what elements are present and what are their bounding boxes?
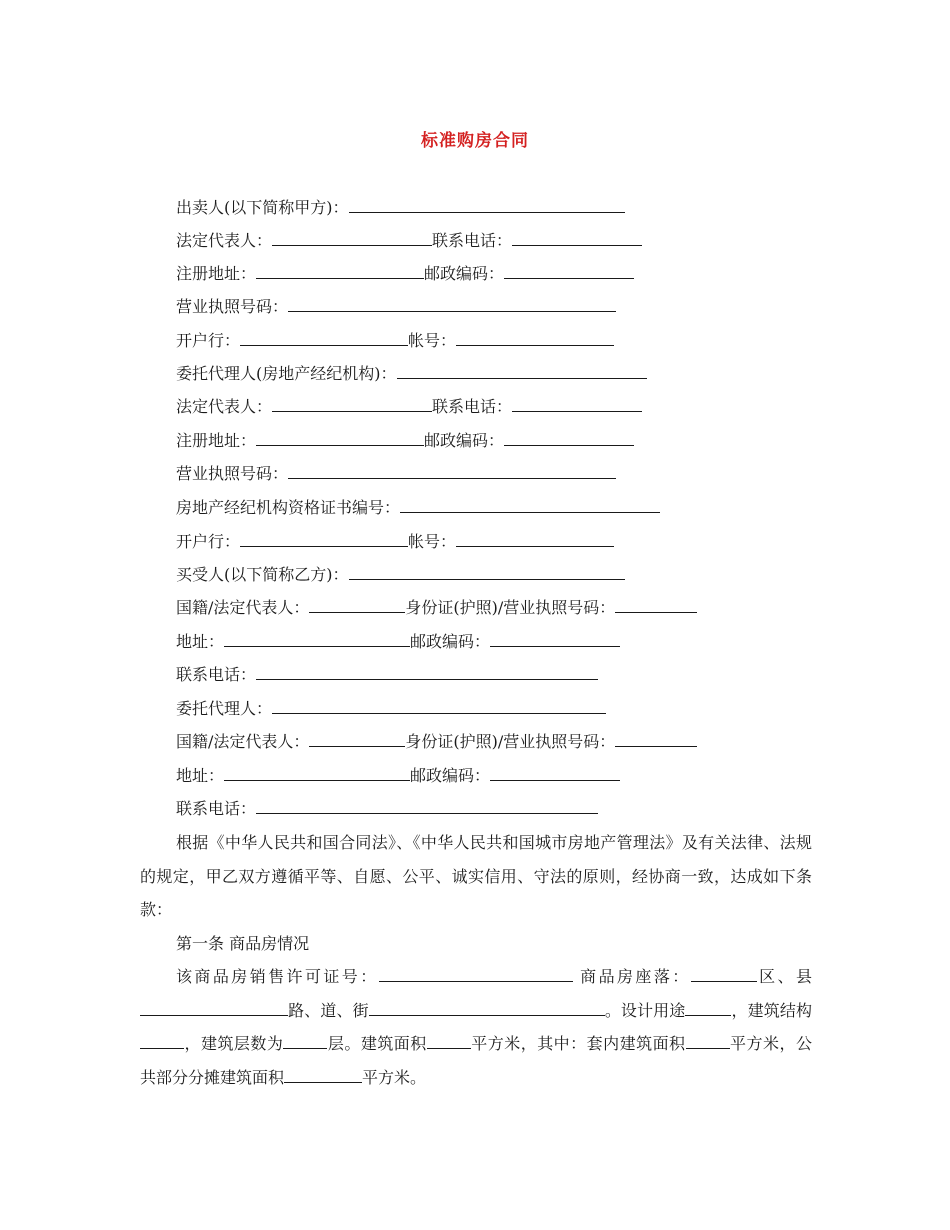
article1-heading: 第一条 商品房情况 (176, 933, 310, 953)
buyer-address-blank[interactable] (224, 632, 410, 647)
preamble-block (140, 826, 812, 1094)
agent-org-cert-blank[interactable] (400, 498, 660, 513)
buyer-agent-address-label: 地址： (176, 766, 225, 785)
agent-org-heading-line (176, 364, 647, 384)
seller-reg-address-blank[interactable] (256, 264, 424, 279)
article1-text-7: ，建筑层数为 (184, 1034, 284, 1053)
buyer-agent-phone-line (176, 799, 598, 819)
seller-account-blank[interactable] (456, 331, 614, 346)
article1-text-8: 层。建筑面积 (327, 1034, 427, 1053)
agent-org-postcode-label: 邮政编码： (424, 431, 505, 450)
buyer-postcode-label: 邮政编码： (410, 632, 491, 651)
agent-org-phone-label: 联系电话： (432, 397, 513, 416)
seller-address-line (176, 264, 634, 284)
buyer-agent-name-blank[interactable] (272, 699, 606, 714)
seller-account-label: 帐号： (408, 331, 457, 350)
inner-area-blank[interactable] (686, 1034, 730, 1049)
seller-license-line (176, 297, 616, 317)
seller-legal-rep-line (176, 231, 642, 251)
article1-text-5: 。设计用途 (604, 1000, 686, 1020)
article1-text-2: 商品房座落： (572, 967, 691, 986)
seller-bank-line (176, 331, 614, 351)
buyer-agent-postcode-blank[interactable] (490, 766, 620, 781)
article1-text-11: 平方米。 (362, 1067, 427, 1087)
agent-org-license-line (176, 464, 616, 484)
agent-org-heading: 委托代理人(房地产经纪机构)： (176, 364, 397, 383)
seller-postcode-label: 邮政编码： (424, 264, 505, 283)
floor-count-blank[interactable] (283, 1034, 327, 1049)
agent-org-cert-label: 房地产经纪机构资格证书编号： (176, 498, 401, 517)
agent-org-account-blank[interactable] (456, 532, 614, 547)
location-road-blank[interactable] (369, 1001, 605, 1016)
seller-license-blank[interactable] (288, 297, 616, 312)
agent-org-address-line (176, 431, 634, 451)
agent-org-cert-line (176, 498, 660, 518)
seller-phone-label: 联系电话： (432, 231, 513, 250)
agent-org-legal-rep-label: 法定代表人： (176, 397, 273, 416)
buyer-nationality-label: 国籍/法定代表人： (176, 598, 310, 617)
article1-text-9: 平方米，其中：套内建筑面积 (470, 1034, 686, 1053)
seller-bank-label: 开户行： (176, 331, 241, 350)
location-county-blank[interactable] (140, 1001, 288, 1016)
preamble-paragraph: 根据《中华人民共和国合同法》、《中华人民共和国城市房地产管理法》及有关法律、法规的规定，甲乙双方遵循平等、自愿、公平、诚实信用、守法的原则，经协商一致，达成如下条款： (140, 833, 812, 919)
building-area-blank[interactable] (427, 1034, 471, 1049)
building-structure-blank[interactable] (140, 1034, 184, 1049)
agent-org-name-blank[interactable] (397, 364, 647, 379)
sale-permit-blank[interactable] (379, 967, 573, 982)
seller-heading-line (176, 198, 625, 218)
agent-org-bank-blank[interactable] (240, 532, 408, 547)
buyer-phone-label: 联系电话： (176, 665, 257, 684)
agent-org-license-blank[interactable] (288, 464, 616, 479)
buyer-agent-phone-blank[interactable] (256, 799, 598, 814)
buyer-address-label: 地址： (176, 632, 225, 651)
buyer-agent-postcode-label: 邮政编码： (410, 766, 491, 785)
buyer-agent-phone-label: 联系电话： (176, 799, 257, 818)
seller-legal-rep-label: 法定代表人： (176, 231, 273, 250)
shared-area-blank[interactable] (284, 1068, 362, 1083)
buyer-nationality-blank[interactable] (309, 598, 405, 613)
seller-reg-address-label: 注册地址： (176, 264, 257, 283)
location-district-blank[interactable] (691, 967, 757, 982)
buyer-agent-address-line (176, 766, 620, 786)
agent-org-license-label: 营业执照号码： (176, 464, 289, 483)
seller-name-blank[interactable] (349, 198, 625, 213)
buyer-agent-address-blank[interactable] (224, 766, 410, 781)
agent-org-legal-rep-blank[interactable] (272, 397, 432, 412)
buyer-heading-line (176, 565, 625, 585)
agent-org-reg-address-blank[interactable] (256, 431, 424, 446)
buyer-agent-heading: 委托代理人： (176, 699, 273, 718)
buyer-postcode-blank[interactable] (490, 632, 620, 647)
seller-license-label: 营业执照号码： (176, 297, 289, 316)
agent-org-legal-rep-line (176, 397, 642, 417)
design-use-blank[interactable] (685, 1001, 731, 1016)
buyer-agent-nationality-blank[interactable] (309, 732, 405, 747)
agent-org-reg-address-label: 注册地址： (176, 431, 257, 450)
buyer-agent-heading-line (176, 699, 606, 719)
buyer-nationality-line (176, 598, 697, 618)
buyer-name-blank[interactable] (349, 565, 625, 580)
document-title: 标准购房合同 (421, 131, 529, 151)
agent-org-phone-blank[interactable] (512, 397, 642, 412)
article1-text-1: 该商品房销售许可证号： (176, 967, 379, 986)
buyer-id-label: 身份证(护照)/营业执照号码： (405, 598, 616, 617)
agent-org-bank-label: 开户行： (176, 532, 241, 551)
buyer-phone-line (176, 665, 598, 685)
agent-org-account-label: 帐号： (408, 532, 457, 551)
buyer-phone-blank[interactable] (256, 665, 598, 680)
seller-phone-blank[interactable] (512, 231, 642, 246)
article1-paragraph (140, 960, 812, 1094)
article1-text-4: 路、道、街 (288, 1000, 369, 1020)
buyer-agent-id-label: 身份证(护照)/营业执照号码： (405, 732, 616, 751)
seller-legal-rep-blank[interactable] (272, 231, 432, 246)
buyer-agent-nationality-label: 国籍/法定代表人： (176, 732, 310, 751)
article1-text-3: 区、县 (756, 967, 812, 986)
article1-text-10: 平方米，公共部分分摊建筑面积 (140, 1034, 812, 1087)
buyer-address-line (176, 632, 620, 652)
agent-org-postcode-blank[interactable] (504, 431, 634, 446)
buyer-agent-id-blank[interactable] (615, 732, 697, 747)
seller-bank-blank[interactable] (240, 331, 408, 346)
buyer-agent-nationality-line (176, 732, 697, 752)
seller-heading: 出卖人(以下简称甲方)： (176, 198, 349, 217)
article1-text-6: ，建筑结构 (731, 1000, 812, 1020)
buyer-id-blank[interactable] (615, 598, 697, 613)
agent-org-bank-line (176, 532, 614, 552)
buyer-heading: 买受人(以下简称乙方)： (176, 565, 349, 584)
seller-postcode-blank[interactable] (504, 264, 634, 279)
